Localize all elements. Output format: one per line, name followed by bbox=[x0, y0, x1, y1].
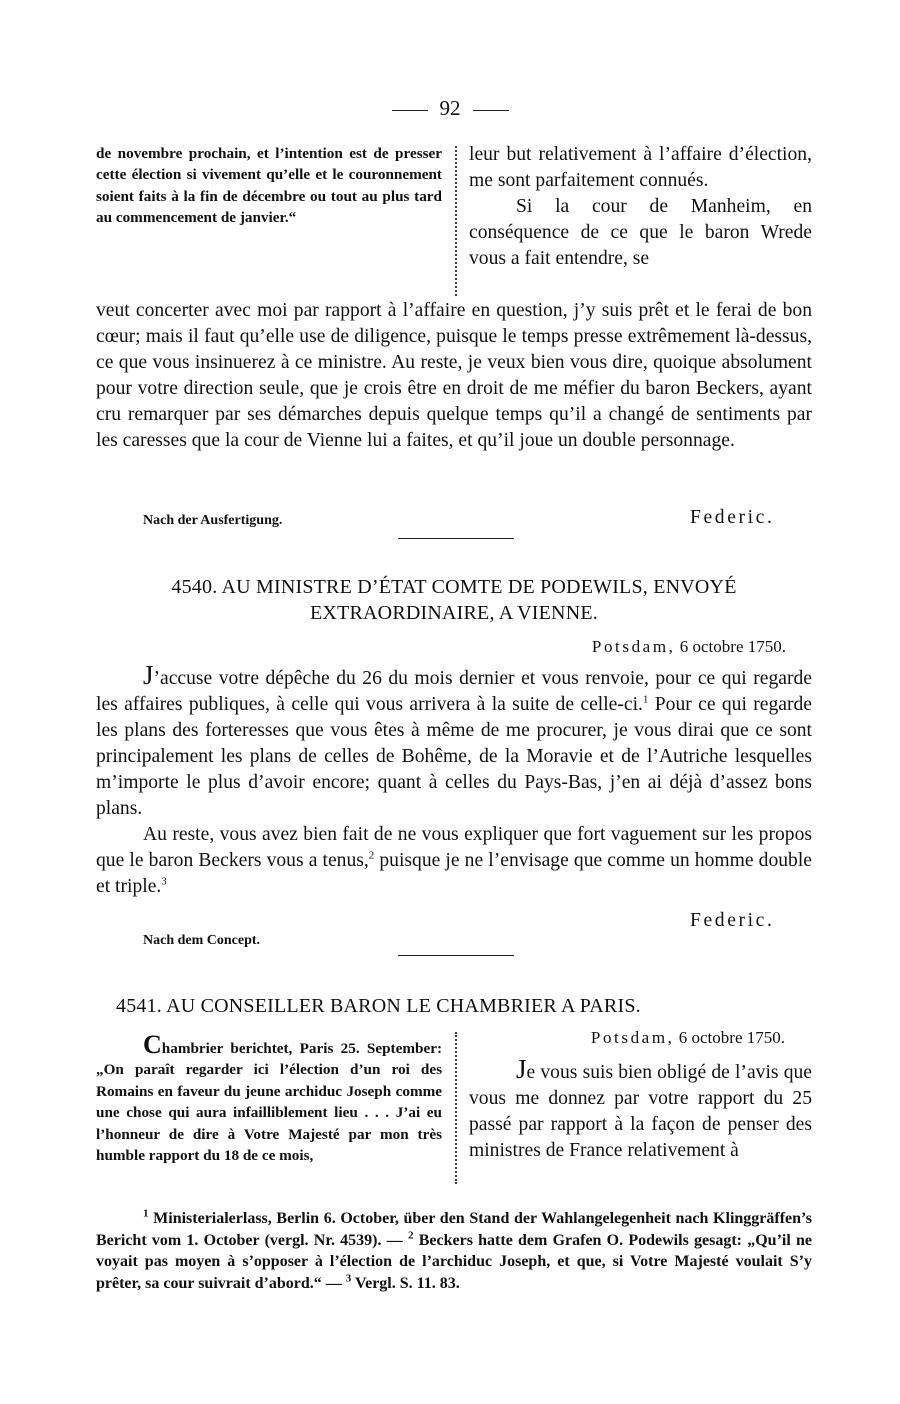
top-column-separator bbox=[455, 146, 457, 296]
footnote-ref-3: 3 bbox=[161, 875, 167, 888]
footnotes-text bbox=[96, 1208, 812, 1294]
signature-1: Federic. bbox=[690, 507, 775, 528]
dateline-4540-date: 6 octobre 1750. bbox=[679, 637, 786, 656]
footnote-ref-2: 2 bbox=[368, 849, 375, 862]
footnote-ref-1: 1 bbox=[642, 693, 649, 706]
letter-4541-right-body: e vous suis bien obligé de l’avis que vous me donnez par votre rapport du 25 passé par rapport à la façon de penser des ministres de France relativement à bbox=[469, 1062, 812, 1161]
heading-4540: 4540. AU MINISTRE D’ÉTAT COMTE DE PODEWILS, ENVOYÉ EXTRAORDINAIRE, A VIENNE. bbox=[171, 576, 737, 624]
letter-4541-right-text bbox=[469, 1056, 812, 1164]
top-right-text bbox=[469, 142, 812, 272]
section-rule-2 bbox=[398, 955, 514, 956]
letter-4540-p2-text-b: puisque je ne l’envisage que comme un homme double et triple. bbox=[96, 850, 812, 897]
letter-4540-p1-rest: Pour ce qui regarde les plans des forteresses que vous êtes à même de me procurer, je vous dirai que ce sont principalement les plans de celles de Bohême, de la Moravie et de l’Autriche lesquelles m’importe le plus d’avoir encore; quant à celles du Pays-Bas, j’en ai déjà d’assez bons plans. bbox=[96, 694, 812, 819]
letter-4540-p1-text: ’accuse votre dépêche du 26 du mois dernier et vous renvoie, pour ce qui regarde les affaires publiques, à celle qui vous arrivera à la suite de celle-ci. bbox=[96, 668, 812, 715]
letter-4541-right bbox=[469, 1056, 812, 1164]
dateline-4541-place: Potsdam, bbox=[590, 1028, 675, 1047]
letter-4541-left-dropcap: C bbox=[143, 1030, 162, 1059]
footnote-1: Ministerialerlass, Berlin 6. October, über den Stand der Wahlangelegenheit nach Klinggräffen’s Bericht vom 1. October (vergl. Nr. 4539). — bbox=[96, 1210, 813, 1249]
source-note-2: Nach dem Concept. bbox=[143, 933, 261, 948]
footnote-3: Vergl. S. 11. 83. bbox=[355, 1274, 460, 1292]
signature-2: Federic. bbox=[690, 910, 775, 931]
footnote-2: Beckers hatte dem Grafen O. Podewils gesagt: „Qu’il ne voyait pas moyen à s’opposer à l’élection de l’archiduc Joseph, et que, si Votre Majesté voulait S’y prêter, sa cour suivrait d’abord.“ — bbox=[96, 1231, 813, 1292]
heading-4541: 4541. AU CONSEILLER BARON LE CHAMBRIER A PARIS. bbox=[116, 995, 641, 1017]
letter-4541-left-body: hambrier berichtet, Paris 25. September: „On paraît regarder ici l’élection d’un roi des Romains en faveur du jeune archiduc Joseph comme une chose qui aura infailliblement lieu . . . J’ai eu l’honneur de dire à Votre Majesté par mon très humble rapport du 18 de ce mois, bbox=[96, 1040, 442, 1165]
letter-4540-dropcap: J bbox=[143, 660, 154, 690]
dateline-4541-date: 6 octobre 1750. bbox=[678, 1028, 785, 1047]
top-continuation bbox=[96, 298, 812, 454]
page-number-dash-left bbox=[392, 110, 428, 111]
section-rule-1 bbox=[398, 538, 514, 539]
top-continuation-text: veut concerter avec moi par rapport à l’affaire en question, j’y suis prêt et le ferai de bon cœur; mais il faut qu’elle use de diligence, puisque le temps presse extrêmement là-dessus, ce que vous insinuerez à ce ministre. Au reste, je veux bien vous dire, quoique absolument pour votre direction seule, que je crois être en droit de me méfier du baron Beckers, ayant cru remarquer par ses démarches depuis quelque temps qu’il a changé de sentiments par les caresses que la cour de Vienne lui a faites, et qu’il joue un double personnage. bbox=[96, 300, 812, 451]
letter-4540-p2-text-a: Au reste, vous avez bien fait de ne vous expliquer que fort vaguement sur les propos que le baron Beckers vous a tenus, bbox=[96, 824, 812, 871]
dateline-4540 bbox=[500, 637, 786, 657]
letter-4540-paragraph-1 bbox=[96, 662, 812, 822]
letter-4541-right-dropcap: J bbox=[516, 1054, 527, 1084]
top-right-paragraph-1: leur but relativement à l’affaire d’élection, me sont parfaitement connués. bbox=[469, 144, 812, 191]
footnote-1-mark: 1 bbox=[143, 1207, 149, 1220]
source-note-1: Nach der Ausfertigung. bbox=[143, 513, 283, 528]
page-number-dash-right bbox=[473, 110, 509, 111]
dateline-4541 bbox=[469, 1028, 785, 1048]
letter-4540-body bbox=[96, 662, 812, 900]
top-left-quote-text: de novembre prochain, et l’intention est de presser cette élection si vivement qu’elle et le couronnement soient faits à la fin de décembre ou tout au plus tard au commencement de janvier.“ bbox=[96, 145, 442, 227]
page-number bbox=[0, 96, 900, 121]
top-left-quote bbox=[96, 143, 442, 229]
letter-4540-paragraph-2 bbox=[96, 822, 812, 900]
top-right-paragraph-2: Si la cour de Manheim, en conséquence de ce que le baron Wrede vous a fait entendre, se bbox=[469, 196, 812, 269]
footnote-2-mark: 2 bbox=[407, 1229, 414, 1242]
footnotes bbox=[96, 1208, 812, 1294]
bottom-column-separator bbox=[455, 1032, 457, 1184]
letter-4541-left-text bbox=[96, 1030, 442, 1166]
page-number-text: 92 bbox=[439, 96, 461, 120]
dateline-4540-place: Potsdam, bbox=[591, 637, 676, 656]
footnote-3-mark: 3 bbox=[345, 1272, 352, 1285]
letter-4541-left bbox=[96, 1030, 442, 1166]
